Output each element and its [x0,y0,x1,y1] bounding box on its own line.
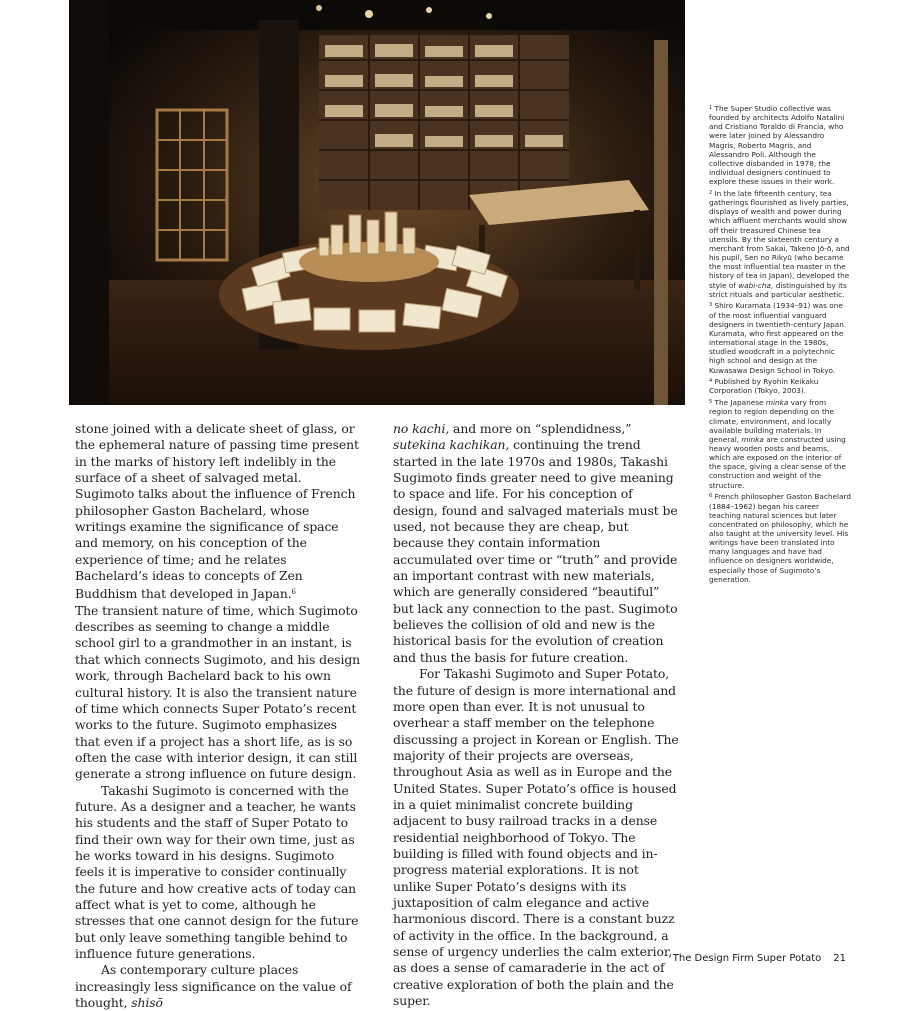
body-column-right [393,421,679,1009]
paragraph: no kachi, and more on “splendidness,” sutekina kachikan, continuing the trend started in the late 1970s and 1980s, Takashi Sugimoto finds greater need to give meaning to space and life. For his conception of design, found and salvaged materials must be used, not because they are cheap, but because they contain information accumulated over time or “truth” and provide an important contrast with new materials, which are generally considered “beautiful” but lack any connection to the past. Sugimoto believes the collision of old and new is the historical basis for the evolution of creation and thus the basis for future creation. [393,421,678,665]
paragraph: stone joined with a delicate sheet of glass, or the ephemeral nature of passing time present in the marks of history left indelibly in the surface of a sheet of salvaged metal. Sugimoto talks about the influence of French philosopher Gaston Bachelard, whose writings examine the significance of space and memory, on his conception of the experience of time; and he relates Bachelard’s ideas to concepts of Zen Buddhism that developed in Japan.$^6$ [75,421,359,602]
page-number: 21 [833,953,846,964]
footnote: $^5$ The Japanese minka vary from region to region depending on the climate, environment, and locally available building materials. In general, minka are constructed using heavy wooden posts and beams, which are exposed on the interior of the space, giving a clear sense of the construction and weight of the structure. [709,398,846,490]
footnote: $^6$ French philosopher Gaston Bachelard (1884–1962) began his career teaching natural sciences but later concentrated on philosophy, which he also taught at the university level. His writings have been translated into many languages and have had influence on designers worldwide, especially those of Sugimoto’s generation. [709,492,852,584]
running-title: The Design Firm Super Potato [672,953,822,964]
store-interior-photo [69,0,685,405]
footnote-ref: 6 [291,588,296,597]
paragraph: For Takashi Sugimoto and Super Potato, the future of design is more international and more open than ever. It is not unusual to overhear a staff member on the telephone discussing a project in Korean or English. The majority of their projects are overseas, throughout Asia as well as in Europe and the United States. Super Potato’s office is housed in a quiet minimalist concrete building adjacent to busy railroad tracks in a dense residential neighborhood of Tokyo. The building is filled with found objects and in-progress material explorations. It is not unlike Super Potato’s designs with its juxtaposition of calm elegance and active harmonious discord. There is a constant buzz of activity in the office. In the background, a sense of urgency underlies the calm exterior, as does a sense of camaraderie in the act of creative exploration of both the plain and the super. [393,666,679,1009]
photo-illustration [69,0,685,405]
page-footer [673,953,846,964]
paragraph: Takashi Sugimoto is concerned with the future. As a designer and a teacher, he wants his students and the staff of Super Potato to find their own way for their own time, just as he works toward in his designs. Sugimoto feels it is imperative to consider continually the future and how creative acts of today can affect what is yet to come, although he stresses that one cannot design for the future but only leave something tangible behind to influence future generations. [75,782,359,961]
paragraph: As contemporary culture places increasingly less significance on the value of thought, shisō [75,962,352,1011]
footnote: $^4$ Published by Ryohin Keikaku Corporation (Tokyo, 2003). [709,377,819,396]
footnote: $^2$ In the late fifteenth century, tea gatherings flourished as lively parties, displays of wealth and power during which affluent merchants would show off their treasured Chinese tea utensils. By the sixteenth century a merchant from Sakai, Takeno Jō-ō, and his pupil, Sen no Rikyū (who became the most influential tea master in the history of tea in Japan), developed the style of wabi-cha, distinguished by its strict rituals and particular aesthetic. [709,189,850,299]
footnote: $^3$ Shiro Kuramata (1934–91) was one of the most influential vanguard designers in twentieth-century Japan. Kuramata, who first appeared on the international stage in the 1980s, studied woodcraft in a polytechnic high school and design at the Kuwasawa Design School in Tokyo. [709,301,847,375]
paragraph: The transient nature of time, which Sugimoto describes as seeming to change a middle school girl to a grandmother in an instant, is that which connects Sugimoto, and his design work, through Bachelard back to his own cultural history. It is also the transient nature of time which connects Super Potato’s recent works to the future. Sugimoto emphasizes that even if a project has a short life, as is so often the case with interior design, it can still generate a strong influence on future design. [75,602,361,782]
footnote: $^1$ The Super Studio collective was founded by architects Adolfo Natalini and Cristiano Toraldo di Francia, who were later joined by Alessandro Magris, Roberto Magris, and Alessandro Poli. Although the collective disbanded in 1978, the individual designers continued to explore these issues in their work. [709,104,845,187]
footnotes [709,104,851,587]
body-column-left [75,421,361,1011]
